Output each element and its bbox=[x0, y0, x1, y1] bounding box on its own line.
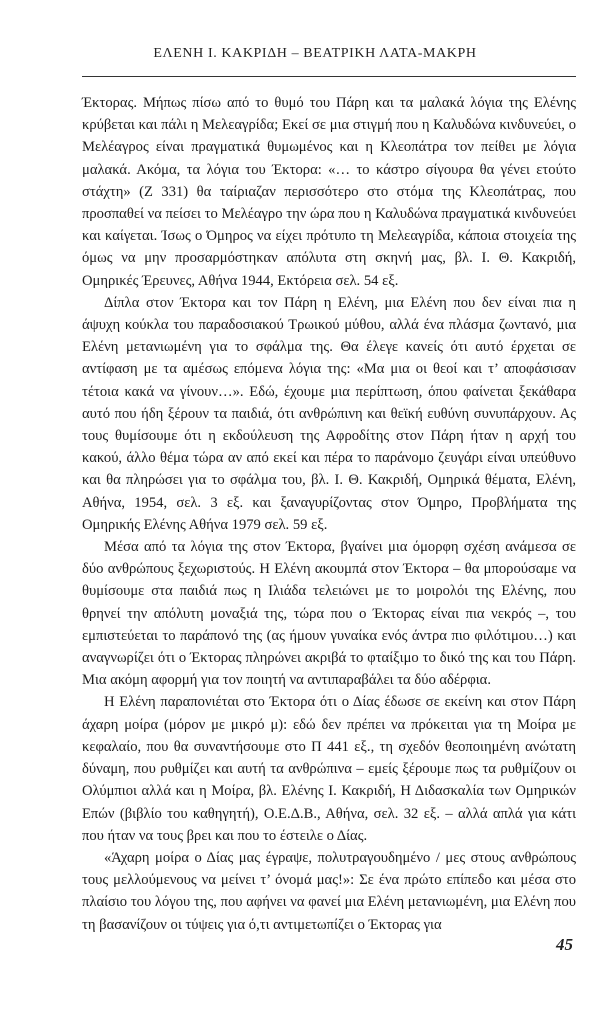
body-text bbox=[82, 92, 576, 936]
paragraph: Έκτορας. Μήπως πίσω από το θυμό του Πάρη και τα μαλακά λόγια της Ελένης κρύβεται και πάλι η Μελεαγρίδα; Εκεί σε μια στιγμή που η Καλυδώνα κινδυνεύει, ο Μελέαγρος είναι πραγματικά θυμωμένος και η Κλεοπάτρα τον πείθει με λόγια μαλακά. Ακόμα, τα λόγια του Έκτορα: «… το κάστρο σίγουρα θα γένει ετούτο στάχτη» (Ζ 331) θα ταίριαζαν περισσότερο στο στόμα της Κλεοπάτρας, που προσπαθεί να πείσει το Μελέαγρο την ώρα που η Καλυδώνα πραγματικά κινδυνεύει και καίγεται. Ίσως ο Όμηρος να είχει πρότυπο τη Μελεαγρίδα, κάποια στοιχεία της όμως να μην προσαρμόστηκαν απόλυτα στη σκηνή μας, βλ. Ι. Θ. Κακριδή, Ομηρικές Έρευνες, Αθήνα 1944, Εκτόρεια σελ. 54 εξ. bbox=[82, 95, 576, 289]
paragraph: Η Ελένη παραπονιέται στο Έκτορα ότι ο Δίας έδωσε σε εκείνη και στον Πάρη άχαρη μοίρα (μόρον με μικρό μ): εδώ δεν πρέπει να πρόκειται για τη Μοίρα με κεφαλαίο, που θα συναντήσουμε στο Π 441 εξ., τη σχεδόν θεοποιημένη ανώτατη δύναμη, που ρυθμίζει και αυτή τα ανθρώπινα – εμείς ξέρουμε πως τα ρυθμίζουν οι Ολύμπιοι αλλά και η Μοίρα, βλ. Ελένης Ι. Κακριδή, Η Διδασκαλία των Ομηρικών Επών (βιβλίο του καθηγητή), Ο.Ε.Δ.Β., Αθήνα, σελ. 32 εξ. – αλλά απλά για κάτι που ήταν να τους βρει και που το έστειλε ο Δίας. bbox=[82, 694, 576, 844]
running-header: ΕΛΕΝΗ Ι. ΚΑΚΡΙΔΗ – ΒΕΑΤΡΙΚΗ ΛΑΤΑ-ΜΑΚΡΗ bbox=[153, 46, 477, 61]
paragraph: Δίπλα στον Έκτορα και τον Πάρη η Ελένη, μια Ελένη που δεν είναι πια η άψυχη κούκλα του παραδοσιακού Τρωικού μύθου, αλλά ένα πλάσμα ζωντανό, μια Ελένη μετανιωμένη για το σφάλμα της. Θα έλεγε κανείς ότι αυτό έρχεται σε αντίφαση με τα αμέσως επόμενα λόγια της: «Μα μια οι θεοί και τ’ αποφάσισαν τέτοια κακά να γίνουν…». Εδώ, έχουμε μια περίπτωση, όπου φαίνεται ξεκάθαρα αυτό που ήδη ξέρουν τα παιδιά, ότι ανθρώπινη και θεϊκή ευθύνη συνυπάρχουν. Ας τους θυμίσουμε ότι η εκδούλευση της Αφροδίτης στον Πάρη ήταν η αρχή του κακού, άλλο θέμα τώρα αν από εκεί και πέρα το παράνομο ζευγάρι είναι υπεύθυνο και θα πληρώσει για το σφάλμα του, βλ. Ι. Θ. Κακριδή, Ομηρικά θέματα, Ελένη, Αθήνα, 1954, σελ. 3 εξ. και ξαναγυρίζοντας στον Όμηρο, Προβλήματα της Ομηρικής Ελένης Αθήνα 1979 σελ. 59 εξ. bbox=[82, 294, 576, 533]
paragraph: Μέσα από τα λόγια της στον Έκτορα, βγαίνει μια όμορφη σχέση ανάμεσα σε δύο ανθρώπους ξεχωριστούς. Η Ελένη ακουμπά στον Έκτορα – θα μπορούσαμε να θυμίσουμε στα παιδιά πως η Ιλιάδα τελειώνει με το μοιρολόι της Ελένης, που θρηνεί την απόλυτη μοναξιά της, τώρα που ο Έκτορας είναι πια νεκρός –, του εμπιστεύεται το παράπονό της (ας ήμουν γυναίκα ενός άντρα πιο φιλότιμου…) και αναγνωρίζει ότι ο Έκτορας πληρώνει ακριβά το φταίξιμο το δικό της και του Πάρη. Μια ακόμη αφορμή για τον ποιητή να αντιπαραβάλει τα δύο αδέρφια. bbox=[82, 539, 576, 689]
header-rule bbox=[82, 76, 576, 77]
paragraph: «Άχαρη μοίρα ο Δίας μας έγραψε, πολυτραγουδημένο / μες στους ανθρώπους τους μελλούμενους να μείνει τ’ όνομά μας!»: Σε ένα πρώτο επίπεδο και μέσα στο πλαίσιο του λόγου της, που αφήνει να φανεί μια Ελένη μετανιωμένη, μια Ελένη που τη βασανίζουν οι τύψεις για ό,τι αντιμετωπίζει ο Έκτορας για bbox=[82, 849, 576, 933]
page-number: 45 bbox=[556, 935, 573, 954]
